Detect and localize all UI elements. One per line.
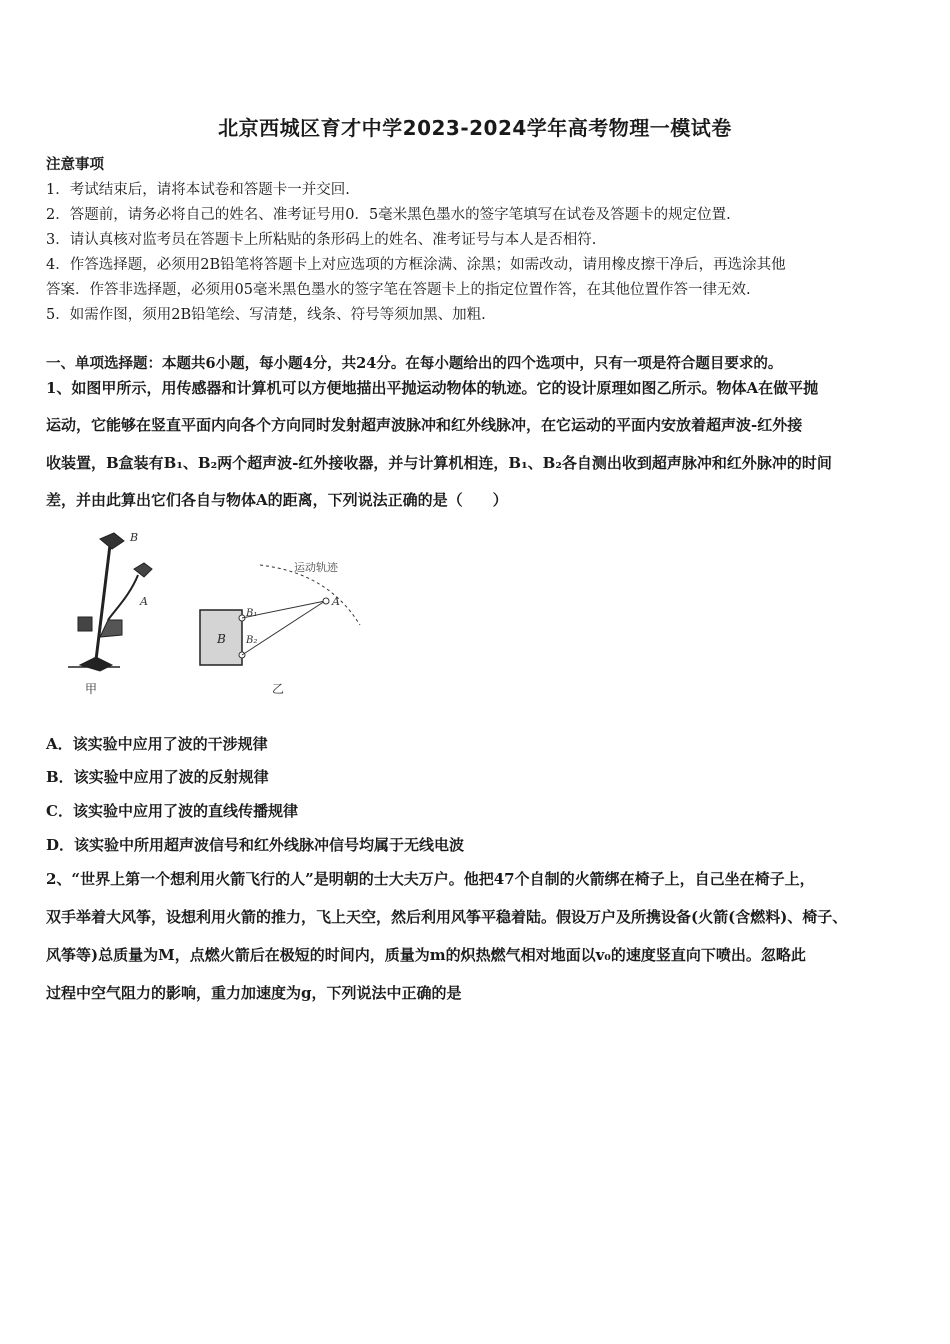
schematic-drawing <box>200 565 360 665</box>
figure-label-B-left: B <box>130 531 139 544</box>
question-2-line: 双手举着大风筝，设想利用火箭的推力，飞上天空，然后利用风筝平稳着陆。假设万户及所携设备(火箭(含燃料)、椅子、 <box>46 908 848 926</box>
question-1-line: 1、如图甲所示，用传感器和计算机可以方便地描出平抛运动物体的轨迹。它的设计原理如图乙所示。物体A在做平抛 <box>46 379 819 397</box>
figure-label-yi: 乙 <box>272 682 285 696</box>
notice-item: 5．如需作图，须用2B铅笔绘、写清楚，线条、符号等须加黑、加粗. <box>46 307 486 323</box>
option-a: A．该实验中应用了波的干涉规律 <box>46 735 268 753</box>
figure-label-track: 运动轨迹 <box>294 561 338 574</box>
question-2-line: 过程中空气阻力的影响，重力加速度为g，下列说法中正确的是 <box>46 984 462 1002</box>
question-1-line: 收装置，B盒装有B₁、B₂两个超声波-红外接收器，并与计算机相连，B₁、B₂各自测出收到超声脉冲和红外脉冲的时间 <box>46 454 832 472</box>
notice-item: 2．答题前，请务必将自己的姓名、准考证号用0．5毫米黑色墨水的签字笔填写在试卷及答题卡的规定位置. <box>46 207 731 223</box>
question-1-line: 差，并由此算出它们各自与物体A的距离，下列说法正确的是（ ） <box>46 491 508 509</box>
question-2-line: 2、“世界上第一个想利用火箭飞行的人”是明朝的士大夫万户。他把47个自制的火箭绑在椅子上，自己坐在椅子上， <box>46 870 815 888</box>
question-2-line: 风筝等)总质量为M，点燃火箭后在极短的时间内，质量为m的炽热燃气相对地面以v₀的速度竖直向下喷出。忽略此 <box>46 946 806 964</box>
figure-label-A: A <box>332 595 340 608</box>
section-heading: 一、单项选择题：本题共6小题，每小题4分，共24分。在每小题给出的四个选项中，只有一项是符合题目要求的。 <box>46 355 783 372</box>
question-1-figure <box>60 525 380 700</box>
figure-label-B: B <box>217 632 226 646</box>
figure-label-B1: B₁ <box>246 608 258 619</box>
figure-label-jia: 甲 <box>85 682 98 696</box>
notice-item: 1．考试结束后，请将本试卷和答题卡一并交回. <box>46 182 350 198</box>
page-title: 北京西城区育才中学2023-2024学年高考物理一模试卷 <box>218 116 732 140</box>
figure-label-A-left: A <box>140 595 148 608</box>
option-c: C．该实验中应用了波的直线传播规律 <box>46 802 298 820</box>
notice-item: 4．作答选择题，必须用2B铅笔将答题卡上对应选项的方框涂满、涂黑；如需改动，请用橡皮擦干净后，再选涂其他 <box>46 257 786 273</box>
notice-item: 3．请认真核对监考员在答题卡上所粘贴的条形码上的姓名、准考证号与本人是否相符. <box>46 232 597 248</box>
notice-item: 答案．作答非选择题，必须用05毫米黑色墨水的签字笔在答题卡上的指定位置作答，在其他位置作答一律无效. <box>46 282 751 298</box>
option-d: D．该实验中所用超声波信号和红外线脉冲信号均属于无线电波 <box>46 836 465 854</box>
notice-heading: 注意事项 <box>46 156 104 173</box>
question-1-line: 运动，它能够在竖直平面内向各个方向同时发射超声波脉冲和红外线脉冲，在它运动的平面内安放着超声波-红外接 <box>46 416 803 434</box>
option-b: B．该实验中应用了波的反射规律 <box>46 768 269 786</box>
figure-label-B2: B₂ <box>246 635 258 646</box>
